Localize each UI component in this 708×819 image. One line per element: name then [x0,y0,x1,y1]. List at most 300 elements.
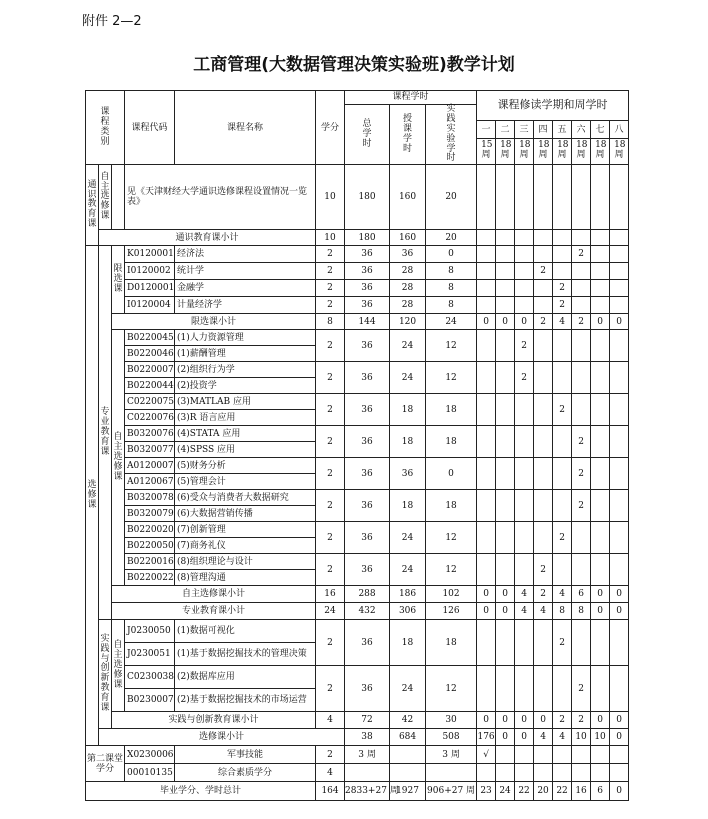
semester-hours-cell [477,490,496,522]
semester-hours-cell: 0 [496,314,515,330]
course-name: (2)数据库应用 [175,666,316,689]
semester-hours-cell [591,746,610,764]
semester-hours-cell [553,426,572,458]
value-cell: 12 [426,362,477,394]
value-cell: 36 [390,458,426,490]
value-cell: 18 [426,620,477,666]
semester-hours-cell [572,620,591,666]
semester-hours-cell [496,230,515,246]
course-name: (8)管理沟通 [175,570,316,586]
course-name: 军事技能 [175,746,316,764]
semester-hours-cell [591,280,610,297]
semester-hours-cell [477,620,496,666]
header-semester: 五 18周 [553,121,572,165]
value-cell: 16 [316,586,345,603]
value-cell [345,764,390,782]
semester-hours-cell: 6 [572,586,591,603]
semester-hours-cell [553,263,572,280]
course-code: 00010135 [125,764,175,782]
general-row [86,165,629,230]
course-code: D0120001 [125,280,175,297]
value-cell: 36 [345,522,390,554]
semester-hours-cell: 2 [553,297,572,314]
elective-category: 选修课 [86,246,99,746]
course-code: B0220045 [125,330,175,346]
value-cell: 36 [345,263,390,280]
restricted-label: 限选课 [112,246,125,314]
value-cell: 24 [390,522,426,554]
value-cell [390,764,426,782]
value-cell: 2833+27 周 [345,782,390,801]
semester-hours-cell [591,165,610,230]
value-cell: 2 [316,246,345,263]
semester-hours-cell [496,280,515,297]
semester-hours-cell: 0 [591,586,610,603]
semester-hours-cell [591,620,610,666]
semester-hours-cell [515,490,534,522]
course-code: B0220022 [125,570,175,586]
semester-hours-cell [610,666,629,712]
semester-hours-cell [534,394,553,426]
value-cell: 160 [390,230,426,246]
semester-hours-cell: 8 [572,603,591,620]
value-cell: 3 周 [426,746,477,764]
semester-hours-cell [477,246,496,263]
semester-hours-cell: 22 [553,782,572,801]
course-code: B0220046 [125,346,175,362]
header-code: 课程代码 [125,91,175,165]
course-name: 综合素质学分 [175,764,316,782]
value-cell: 36 [345,666,390,712]
semester-hours-cell [477,230,496,246]
semester-hours-cell: 10 [591,729,610,746]
semester-hours-cell: 2 [572,712,591,729]
course-code: B0220016 [125,554,175,570]
value-cell: 36 [390,246,426,263]
semester-hours-cell [572,165,591,230]
semester-hours-cell [553,458,572,490]
semester-hours-cell [534,458,553,490]
semester-hours-cell [591,230,610,246]
value-cell [390,746,426,764]
course-name: (3)R 语言应用 [175,410,316,426]
innovation-row [86,666,629,689]
semester-hours-cell [591,246,610,263]
semester-hours-cell [572,362,591,394]
semester-hours-cell: 0 [496,603,515,620]
value-cell: 164 [316,782,345,801]
value-cell: 36 [345,246,390,263]
header-semester: 七 18周 [591,121,610,165]
semester-hours-cell [477,280,496,297]
semester-hours-cell [591,490,610,522]
semester-hours-cell [534,230,553,246]
course-name: 计量经济学 [175,297,316,314]
semester-hours-cell: 0 [515,712,534,729]
semester-hours-cell: 2 [534,263,553,280]
semester-hours-cell [534,746,553,764]
course-name: (7)商务礼仪 [175,538,316,554]
second-classroom-category: 第二课堂学分 [86,746,125,782]
value-cell: 10 [316,230,345,246]
course-name: (6)受众与消费者大数据研究 [175,490,316,506]
semester-hours-cell [477,297,496,314]
semester-hours-cell [534,764,553,782]
value-cell: 120 [390,314,426,330]
semester-hours-cell [591,554,610,586]
semester-hours-cell [496,165,515,230]
course-code: C0220076 [125,410,175,426]
semester-hours-cell: 2 [553,620,572,666]
semester-hours-cell [553,666,572,712]
semester-hours-cell [496,522,515,554]
semester-hours-cell [496,246,515,263]
semester-hours-cell: 0 [477,712,496,729]
course-code: J0230050 [125,620,175,643]
semester-hours-cell [610,297,629,314]
semester-hours-cell [496,394,515,426]
semester-hours-cell: 2 [572,426,591,458]
semester-hours-cell [515,165,534,230]
semester-hours-cell [553,230,572,246]
course-name: (3)MATLAB 应用 [175,394,316,410]
value-cell: 186 [390,586,426,603]
semester-hours-cell [477,426,496,458]
header-semester: 六 18周 [572,121,591,165]
general-subtotal-label: 通识教育课小计 [99,230,316,246]
innovation-row [86,620,629,643]
semester-hours-cell [553,764,572,782]
second-classroom-row [86,764,629,782]
semester-hours-cell [515,394,534,426]
header-semester-group: 课程修读学期和周学时 [477,91,629,121]
value-cell: 36 [345,554,390,586]
semester-hours-cell: 2 [553,280,572,297]
course-code: B0320076 [125,426,175,442]
semester-hours-cell [477,764,496,782]
semester-hours-cell [496,362,515,394]
semester-hours-cell: 4 [553,729,572,746]
header-semester: 一 15周 [477,121,496,165]
semester-hours-cell [496,458,515,490]
semester-hours-cell: 4 [534,603,553,620]
semester-hours-cell [515,522,534,554]
semester-hours-cell [610,490,629,522]
semester-hours-cell: 2 [553,522,572,554]
value-cell: 2 [316,522,345,554]
semester-hours-cell [553,554,572,586]
semester-hours-cell: 4 [515,603,534,620]
header-credit: 学分 [316,91,345,165]
header-row [86,91,629,105]
course-code: B0220044 [125,378,175,394]
value-cell: 8 [316,314,345,330]
course-name: 经济法 [175,246,316,263]
course-name: 金融学 [175,280,316,297]
semester-hours-cell: 0 [477,586,496,603]
value-cell: 2 [316,330,345,362]
semester-hours-cell [591,458,610,490]
semester-hours-cell [515,230,534,246]
semester-hours-cell: 2 [515,330,534,362]
value-cell: 4 [316,712,345,729]
semester-hours-cell [572,394,591,426]
value-cell: 18 [390,490,426,522]
course-code: C0230038 [125,666,175,689]
value-cell: 1927 [390,782,426,801]
value-cell: 36 [345,280,390,297]
value-cell: 18 [390,426,426,458]
value-cell: 102 [426,586,477,603]
subtotal-row [86,729,629,746]
header-lecture-hours: 授课学时 [390,105,426,165]
semester-hours-cell: 0 [477,603,496,620]
semester-hours-cell [534,297,553,314]
elective-row [86,458,629,474]
course-code: I0120004 [125,297,175,314]
innovation-subcategory: 自主选修课 [112,620,125,712]
course-code: X0230006 [125,746,175,764]
semester-hours-cell: 0 [610,314,629,330]
semester-hours-cell [534,165,553,230]
semester-hours-cell [610,394,629,426]
semester-hours-cell: 10 [572,729,591,746]
course-code: B0320078 [125,490,175,506]
value-cell: 18 [390,620,426,666]
semester-hours-cell: 0 [591,603,610,620]
semester-hours-cell [610,458,629,490]
subtotal-row [86,712,629,729]
semester-hours-cell: 0 [477,314,496,330]
value-cell: 24 [390,362,426,394]
semester-hours-cell: 22 [515,782,534,801]
value-cell: 10 [316,165,345,230]
semester-hours-cell [610,263,629,280]
course-name: (2)投资学 [175,378,316,394]
value-cell: 684 [390,729,426,746]
course-name: (6)大数据营销传播 [175,506,316,522]
value-cell: 28 [390,263,426,280]
value-cell [426,764,477,782]
semester-hours-cell [515,620,534,666]
annex-label: 附件 2—2 [82,14,142,29]
semester-hours-cell [515,746,534,764]
semester-hours-cell [572,280,591,297]
header-total-hours: 总学时 [345,105,390,165]
subtotal-row [86,314,629,330]
semester-hours-cell: 2 [534,314,553,330]
value-cell: 36 [345,394,390,426]
course-code: C0220075 [125,394,175,410]
semester-hours-cell [496,263,515,280]
semester-hours-cell [515,426,534,458]
course-name: (1)基于数据挖掘技术的管理决策 [175,643,316,666]
semester-hours-cell [610,554,629,586]
semester-hours-cell [591,330,610,362]
semester-hours-cell: 0 [591,712,610,729]
semester-hours-cell: 6 [591,782,610,801]
semester-hours-cell [477,666,496,712]
value-cell: 36 [345,490,390,522]
elective-row [86,426,629,442]
subtotal-row [86,603,629,620]
value-cell: 36 [345,330,390,362]
second-classroom-row [86,746,629,764]
value-cell: 18 [390,394,426,426]
semester-hours-cell: 2 [572,490,591,522]
value-cell: 2 [316,394,345,426]
semester-hours-cell: 0 [610,782,629,801]
semester-hours-cell: 4 [534,729,553,746]
value-cell: 36 [345,362,390,394]
semester-hours-cell [534,426,553,458]
semester-hours-cell [477,165,496,230]
semester-hours-cell: 8 [553,603,572,620]
course-code: B0320077 [125,442,175,458]
semester-hours-cell [515,458,534,490]
value-cell: 18 [426,490,477,522]
semester-hours-cell: 2 [553,394,572,426]
restricted-subtotal-label: 限选课小计 [112,314,316,330]
elective-row [86,394,629,410]
value-cell: 36 [345,297,390,314]
semester-hours-cell: 2 [534,586,553,603]
course-code: K0120001 [125,246,175,263]
course-code: A0120007 [125,458,175,474]
semester-hours-cell: 2 [534,554,553,586]
value-cell: 2 [316,297,345,314]
semester-hours-cell: 0 [610,586,629,603]
value-cell: 12 [426,554,477,586]
header-name: 课程名称 [175,91,316,165]
semester-hours-cell [477,522,496,554]
semester-hours-cell: 0 [496,729,515,746]
course-code: B0220050 [125,538,175,554]
teaching-plan-table [85,90,629,801]
subtotal-row [86,230,629,246]
value-cell: 18 [426,394,477,426]
value-cell: 24 [426,314,477,330]
restricted-row [86,280,629,297]
semester-hours-cell [572,230,591,246]
course-name: (7)创新管理 [175,522,316,538]
semester-hours-cell: 0 [591,314,610,330]
value-cell: 2 [316,666,345,712]
value-cell: 432 [345,603,390,620]
semester-hours-cell: √ [477,746,496,764]
professional-subtotal-label: 专业教育课小计 [112,603,316,620]
semester-hours-cell [572,746,591,764]
semester-hours-cell [496,330,515,362]
value-cell: 306 [390,603,426,620]
value-cell: 2 [316,490,345,522]
semester-hours-cell [534,362,553,394]
course-code: B0220020 [125,522,175,538]
semester-hours-cell: 0 [610,603,629,620]
header-semester: 三 18周 [515,121,534,165]
semester-hours-cell [572,297,591,314]
semester-hours-cell [477,263,496,280]
value-cell: 180 [345,230,390,246]
semester-hours-cell: 24 [496,782,515,801]
innovation-subtotal-label: 实践与创新教育课小计 [112,712,316,729]
semester-hours-cell [610,764,629,782]
semester-hours-cell [477,362,496,394]
semester-hours-cell [591,362,610,394]
semester-hours-cell [610,165,629,230]
header-hours-group: 课程学时 [345,91,477,105]
elective-row [86,554,629,570]
value-cell: 24 [390,666,426,712]
value-cell: 12 [426,666,477,712]
value-cell: 3 周 [345,746,390,764]
course-name: 统计学 [175,263,316,280]
value-cell: 20 [426,230,477,246]
table-cell [112,165,125,230]
value-cell: 4 [316,764,345,782]
semester-hours-cell [534,666,553,712]
semester-hours-cell [572,764,591,782]
value-cell: 2 [316,263,345,280]
value-cell: 508 [426,729,477,746]
semester-hours-cell: 0 [610,712,629,729]
semester-hours-cell [477,458,496,490]
header-category: 课程类别 [86,91,125,165]
semester-hours-cell [591,666,610,712]
header-semester: 四 18周 [534,121,553,165]
semester-hours-cell [572,522,591,554]
value-cell: 38 [345,729,390,746]
semester-hours-cell [591,297,610,314]
value-cell: 0 [426,246,477,263]
value-cell: 42 [390,712,426,729]
value-cell: 12 [426,330,477,362]
semester-hours-cell: 0 [515,729,534,746]
semester-hours-cell [496,554,515,586]
header-practice-hours: 实践实验学时 [426,105,477,165]
semester-hours-cell: 0 [515,314,534,330]
semester-hours-cell [553,362,572,394]
semester-hours-cell [534,620,553,666]
semester-hours-cell [610,246,629,263]
semester-hours-cell: 2 [515,362,534,394]
semester-hours-cell [496,666,515,712]
semester-hours-cell [591,263,610,280]
semester-hours-cell [515,666,534,712]
value-cell: 2 [316,426,345,458]
semester-hours-cell [610,746,629,764]
value-cell: 24 [390,330,426,362]
semester-hours-cell: 2 [572,314,591,330]
value-cell: 30 [426,712,477,729]
semester-hours-cell [553,165,572,230]
semester-hours-cell [515,554,534,586]
value-cell: 20 [426,165,477,230]
value-cell: 8 [426,297,477,314]
course-name: (5)财务分析 [175,458,316,474]
value-cell: 180 [345,165,390,230]
value-cell: 160 [390,165,426,230]
value-cell: 288 [345,586,390,603]
semester-hours-cell [534,522,553,554]
elective-subtotal-label: 自主选修课小计 [112,586,316,603]
semester-hours-cell [496,746,515,764]
semester-hours-cell [610,230,629,246]
value-cell: 2 [316,554,345,586]
value-cell: 8 [426,280,477,297]
semester-hours-cell [553,330,572,362]
semester-hours-cell: 4 [515,586,534,603]
